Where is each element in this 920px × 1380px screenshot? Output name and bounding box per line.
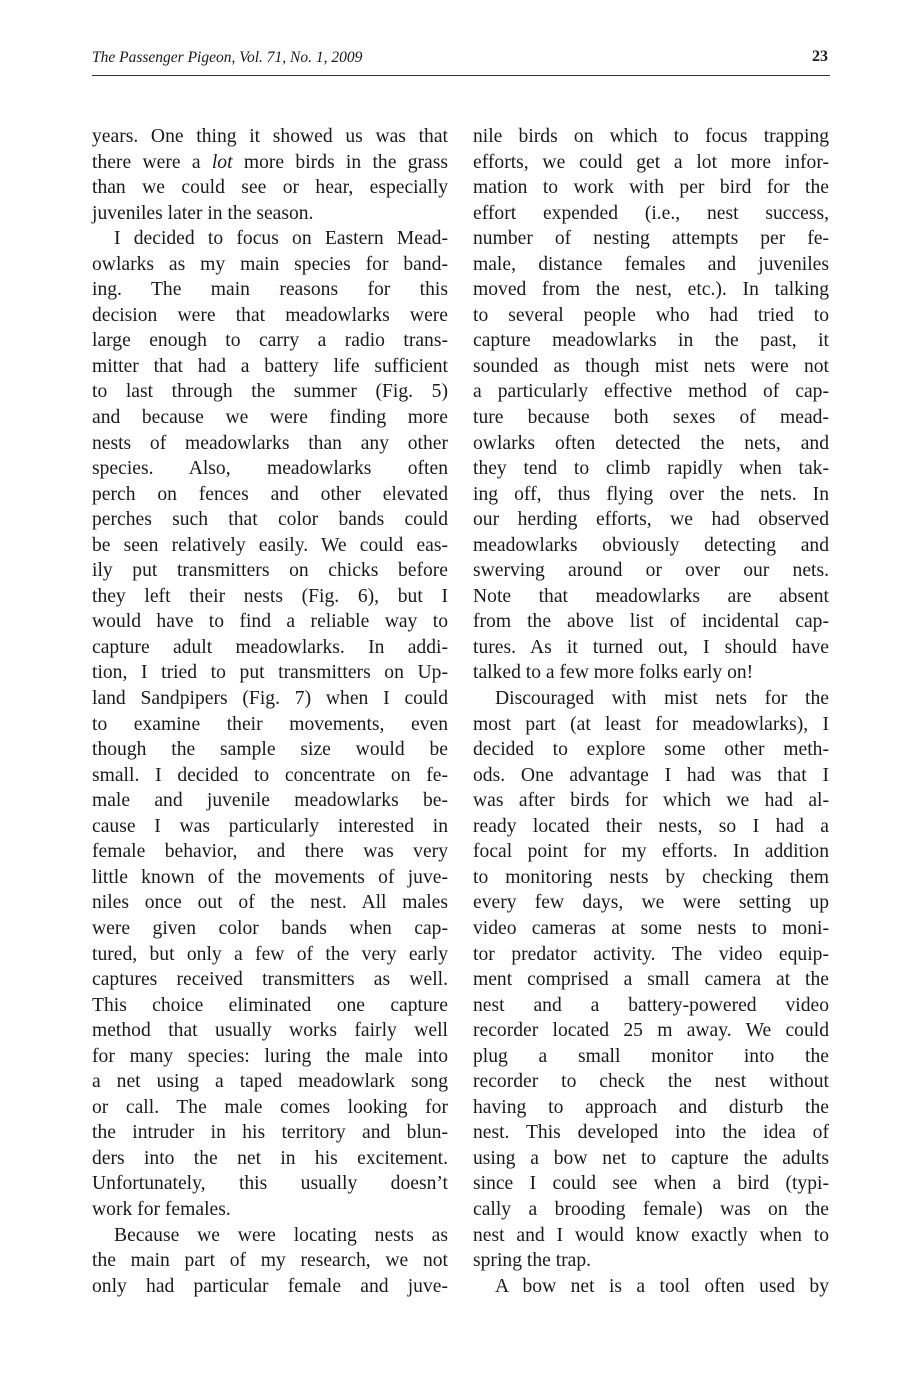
right-column-text-line: using a bow net to capture the adults xyxy=(473,1147,829,1169)
left-column-text-line: the main part of my research, we not xyxy=(92,1250,448,1272)
right-column-text-line: capture meadowlarks in the past, it xyxy=(473,330,829,352)
left-column-text-line: work for females. xyxy=(92,1198,231,1220)
right-column-text-line: sounded as though mist nets were not xyxy=(473,355,829,377)
running-header xyxy=(92,47,830,76)
left-column-text-line: were given color bands when cap- xyxy=(92,917,448,939)
right-column-text-line: most part (at least for meadowlarks), I xyxy=(473,713,829,735)
left-column-text-line: large enough to carry a radio trans- xyxy=(92,330,448,352)
right-column-text-line: A bow net is a tool often used by xyxy=(495,1275,829,1297)
right-column-text-line: to several people who had tried to xyxy=(473,304,829,326)
right-column-text-line: male, distance females and juveniles xyxy=(473,253,829,275)
left-column-text-line: Unfortunately, this usually doesn’t xyxy=(92,1173,448,1195)
right-column-text-line: mation to work with per bird for the xyxy=(473,177,829,199)
right-column-text-line: they tend to climb rapidly when tak- xyxy=(473,458,829,480)
right-column-text-line: having to approach and disturb the xyxy=(473,1096,829,1118)
page-number: 23 xyxy=(812,48,828,65)
left-column-text-line: they left their nests (Fig. 6), but I xyxy=(92,585,448,607)
left-column-text-line: niles once out of the nest. All males xyxy=(92,892,448,914)
left-column-text-line: a net using a taped meadowlark song xyxy=(92,1071,448,1093)
left-column-text-line: ders into the net in his excitement. xyxy=(92,1147,448,1169)
left-column-text-line: species. Also, meadowlarks often xyxy=(92,458,448,480)
left-column-text-line: for many species: luring the male into xyxy=(92,1045,448,1067)
right-column-text-line: video cameras at some nests to moni- xyxy=(473,917,829,939)
left-column-text-line: and because we were finding more xyxy=(92,407,448,429)
right-column-text-line: tor predator activity. The video equip- xyxy=(473,943,829,965)
right-column-text-line: ture because both sexes of mead- xyxy=(473,407,829,429)
right-text-column xyxy=(473,124,829,1299)
right-column-text-line: cally a brooding female) was on the xyxy=(473,1198,829,1220)
left-column-text-line: I decided to focus on Eastern Mead- xyxy=(114,228,448,250)
right-column-text-line: owlarks often detected the nets, and xyxy=(473,432,829,454)
right-column-text-line: recorder to check the nest without xyxy=(473,1071,829,1093)
left-column-text-line: small. I decided to concentrate on fe- xyxy=(92,764,448,786)
left-column-text-line: perch on fences and other elevated xyxy=(92,483,448,505)
left-column-text-line: tured, but only a few of the very early xyxy=(92,943,448,965)
right-column-text-line: swerving around or over our nets. xyxy=(473,560,829,582)
left-column-text-line: or call. The male comes looking for xyxy=(92,1096,448,1118)
left-column-text-line: than we could see or hear, especially xyxy=(92,177,448,199)
left-column-text-line: be seen relatively easily. We could eas- xyxy=(92,534,448,556)
right-column-text-line: recorder located 25 m away. We could xyxy=(473,1020,829,1042)
left-column-text-line: mitter that had a battery life sufficient xyxy=(92,355,448,377)
left-column-text-line: ing. The main reasons for this xyxy=(92,279,448,301)
left-column-text-line: only had particular female and juve- xyxy=(92,1275,448,1297)
right-column-text-line: tures. As it turned out, I should have xyxy=(473,636,829,658)
left-column-text-line: capture adult meadowlarks. In addi- xyxy=(92,636,448,658)
right-column-text-line: ods. One advantage I had was that I xyxy=(473,764,829,786)
left-column-text-line: Because we were locating nests as xyxy=(114,1224,448,1246)
left-column-text-line: little known of the movements of juve- xyxy=(92,866,448,888)
right-column-text-line: effort expended (i.e., nest success, xyxy=(473,202,829,224)
right-column-text-line: number of nesting attempts per fe- xyxy=(473,228,829,250)
right-column-text-line: ready located their nests, so I had a xyxy=(473,815,829,837)
right-column-text-line: decided to explore some other meth- xyxy=(473,739,829,761)
left-column-text-line: cause I was particularly interested in xyxy=(92,815,448,837)
journal-citation: The Passenger Pigeon, Vol. 71, No. 1, 2009 xyxy=(92,49,363,66)
left-column-text-line: decision were that meadowlarks were xyxy=(92,304,448,326)
right-column-text-line: to monitoring nests by checking them xyxy=(473,866,829,888)
left-column-text-line: nests of meadowlarks than any other xyxy=(92,432,448,454)
right-column-text-line: nest and a battery-powered video xyxy=(473,994,829,1016)
left-column-text-line: juveniles later in the season. xyxy=(92,202,314,224)
left-column-text-line: ily put transmitters on chicks before xyxy=(92,560,448,582)
right-column-text-line: efforts, we could get a lot more infor- xyxy=(473,151,829,173)
left-column-text-line: perches such that color bands could xyxy=(92,509,448,531)
right-column-text-line: Discouraged with mist nets for the xyxy=(495,688,829,710)
left-column-text-line: captures received transmitters as well. xyxy=(92,969,448,991)
right-column-text-line: was after birds for which we had al- xyxy=(473,790,829,812)
right-column-text-line: since I could see when a bird (typi- xyxy=(473,1173,829,1195)
right-column-text-line: spring the trap. xyxy=(473,1250,592,1272)
left-column-text-line: male and juvenile meadowlarks be- xyxy=(92,790,448,812)
right-column-text-line: moved from the nest, etc.). In talking xyxy=(473,279,829,301)
left-column-text-line: land Sandpipers (Fig. 7) when I could xyxy=(92,688,448,710)
left-text-column xyxy=(92,124,448,1299)
left-column-text-line: to examine their movements, even xyxy=(92,713,448,735)
left-column-text-line: method that usually works fairly well xyxy=(92,1020,448,1042)
right-column-text-line: ment comprised a small camera at the xyxy=(473,969,829,991)
left-column-text-line: to last through the summer (Fig. 5) xyxy=(92,381,448,403)
right-column-text-line: ing off, thus flying over the nets. In xyxy=(473,483,829,505)
left-column-text-line: years. One thing it showed us was that xyxy=(92,126,448,147)
right-column-text-line: focal point for my efforts. In addition xyxy=(473,841,829,863)
right-column-text-line: nest. This developed into the idea of xyxy=(473,1122,829,1144)
left-column-text-line: though the sample size would be xyxy=(92,739,448,761)
right-column-text-line: Note that meadowlarks are absent xyxy=(473,585,829,607)
right-column-text-line: from the above list of incidental cap- xyxy=(473,611,829,633)
right-column-text-line: a particularly effective method of cap- xyxy=(473,381,829,403)
left-column-text-line: This choice eliminated one capture xyxy=(92,994,448,1016)
left-column-text-line: owlarks as my main species for band- xyxy=(92,253,448,275)
right-column-text-line: talked to a few more folks early on! xyxy=(473,662,754,684)
right-column-text-line: our herding efforts, we had observed xyxy=(473,509,829,531)
right-column-text-line: nile birds on which to focus trapping xyxy=(473,126,829,147)
right-column-text-line: meadowlarks obviously detecting and xyxy=(473,534,829,556)
left-column-text-line: tion, I tried to put transmitters on Up- xyxy=(92,662,448,684)
right-column-text-line: every few days, we were setting up xyxy=(473,892,829,914)
left-column-text-line: female behavior, and there was very xyxy=(92,841,448,863)
left-column-text-line: would have to find a reliable way to xyxy=(92,611,448,633)
left-column-text-line: the intruder in his territory and blun- xyxy=(92,1122,448,1144)
right-column-text-line: nest and I would know exactly when to xyxy=(473,1224,829,1246)
right-column-text-line: plug a small monitor into the xyxy=(473,1045,829,1067)
left-column-text-line: there were a lot more birds in the grass xyxy=(92,151,448,173)
